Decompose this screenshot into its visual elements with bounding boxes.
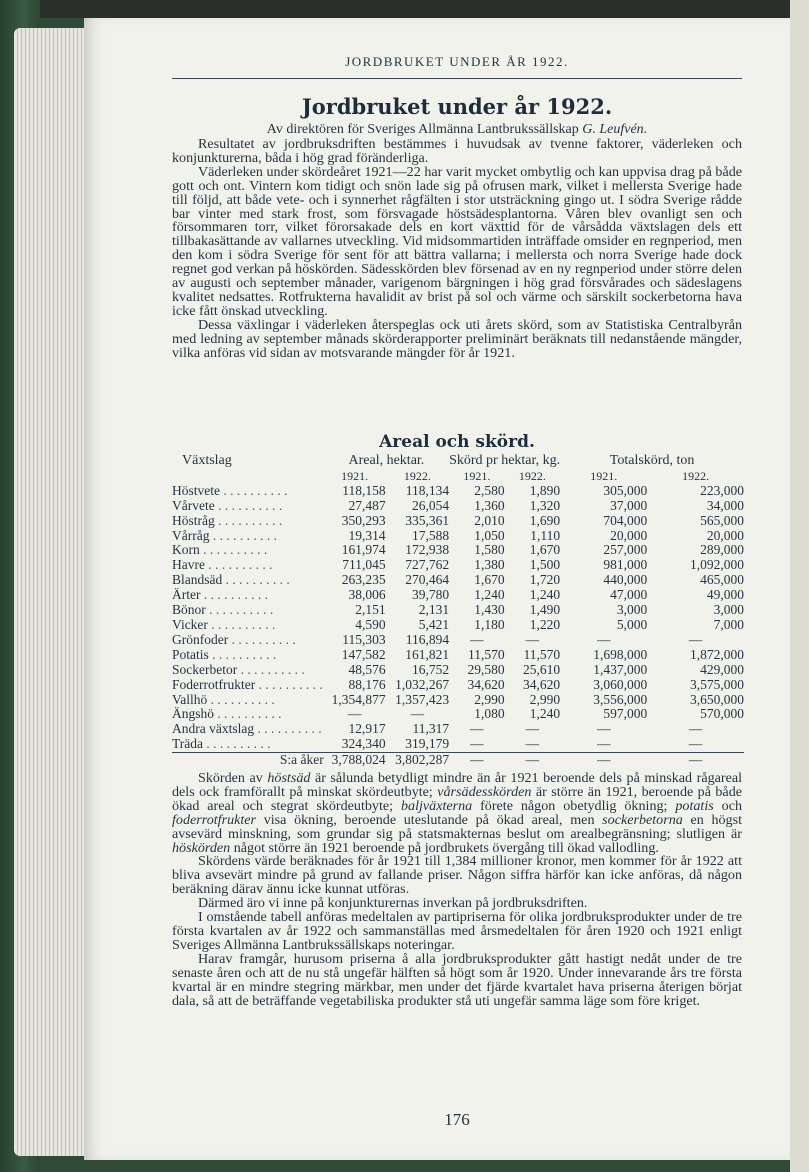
cell-value: — [525,736,540,752]
text-run: Dessa växlingar i väderleken återspeglas ock uti årets skörd, som av Statistiska Centralbyrån med ledning av september månads skörderapporter preliminärt beräknats till nedanstående mängder, vilka anföras vid sidan av motsvarande mängder för år 1921. [172,316,742,361]
table-row [172,693,744,708]
cell-value: 1,360 [474,497,505,513]
cell-value: — [596,721,611,737]
byline-author: G. Leufvén. [582,122,648,137]
text-run: Resultatet av jordbruksdriften bestämmes i huvudsak av tvenne faktorer, väderleken och konjunkturerna, båda i hög grad föränderliga. [172,136,742,166]
table-row [172,499,744,514]
cell-value: 1,354,877 [331,691,386,707]
cell-value: 289,000 [700,542,744,558]
cell-value: 1,890 [529,482,561,498]
cell-value: 2,131 [418,602,450,618]
cell-value: 350,293 [341,512,386,528]
crop-name [172,558,324,573]
cell-value: 1,320 [529,497,561,513]
year-header: 1921. [341,468,369,483]
running-head: JORDBRUKET UNDER ÅR 1922. [345,54,569,69]
scan-top-border [0,0,809,18]
cell-value: 11,317 [412,721,450,737]
crop-name [172,603,324,618]
crop-label: Vårvete [172,498,215,513]
crop-name [172,499,324,514]
leader-dots: . . . . . . . . . . [200,588,268,603]
cell-value: 11,570 [523,646,561,662]
scan-right-border [790,0,809,1172]
leader-dots: . . . . . . . . . . [255,677,323,692]
cell-value: 19,314 [348,527,386,543]
cell-value: 1,430 [474,602,505,618]
crop-label: Korn [172,543,200,558]
total-value: — [449,753,505,768]
cell-value: 319,179 [405,736,450,752]
crop-name [172,484,324,499]
leader-dots: . . . . . . . . . . [222,573,290,588]
table-row [172,722,744,737]
cell-value: 37,000 [610,497,648,513]
cell-value: 981,000 [603,557,648,573]
year-header: 1922. [518,468,546,483]
header-totalskord: Totalskörd, ton [609,453,695,468]
cell-value: — [410,706,425,722]
leader-dots: . . . . . . . . . . [214,513,283,528]
crop-name [172,514,324,529]
cell-value: 324,340 [341,736,386,752]
cell-value: 161,974 [341,542,386,558]
cell-value: 570,000 [700,706,744,722]
crop-label: Potatis [172,647,209,662]
cell-value: 4,590 [355,616,386,632]
cell-value: 118,158 [342,482,386,498]
header-skord-pr-hektar: Skörd pr hektar, kg. [449,453,561,468]
cell-value: 1,357,423 [395,691,450,707]
table-row [172,588,744,603]
crop-name [172,737,324,752]
cell-value: — [688,631,703,647]
table-row [172,707,744,722]
paragraph [172,138,742,166]
leader-dots: . . . . . . . . . . [199,543,268,558]
cell-value: 1,580 [474,542,505,558]
emphasis: höstsäd [267,770,311,786]
emphasis: höskörden [172,839,231,856]
crop-name [172,663,324,678]
emphasis: vårsädesskörden [437,783,532,800]
total-row [172,753,744,768]
table-row [172,484,744,499]
harvest-table [172,454,744,768]
leader-dots: . . . . . . . . . . [205,603,274,618]
crop-label: Vårråg [172,528,210,543]
cell-value: 727,762 [405,557,450,573]
table-row [172,618,744,633]
leader-dots: . . . . . . . . . . [254,722,322,737]
leader-dots: . . . . . . . . . . [208,647,277,662]
emphasis: baljväxterna [400,797,473,814]
crop-name [172,693,324,708]
crop-label: Bönor [172,603,206,618]
cell-value: 711,045 [342,557,386,573]
cell-value: — [688,736,703,752]
cell-value: 1,720 [529,572,561,588]
leader-dots: . . . . . . . . . . [214,707,282,722]
table-row [172,573,744,588]
crop-label: Foderrotfrukter [172,677,256,692]
leader-dots: . . . . . . . . . . [237,662,305,677]
paragraph [172,911,742,953]
cell-value: 7,000 [713,616,744,632]
cell-value: 2,990 [474,691,505,707]
book-page [84,18,790,1160]
cell-value: 5,000 [616,616,648,632]
cell-value: 34,620 [467,676,505,692]
table-row [172,737,744,752]
crop-label: Höstråg [172,513,215,528]
text-run: visa ökning, beroende uteslutande på ökad areal, men [256,811,603,828]
cell-value: 48,576 [348,661,386,677]
paragraph [172,855,742,897]
crop-name [172,618,324,633]
total-value: 3,788,024 [324,753,386,768]
cell-value: 88,176 [348,676,386,692]
leader-dots: . . . . . . . . . . [228,632,296,647]
cell-value: — [470,736,484,752]
crop-name [172,633,324,648]
cell-value: 172,938 [405,542,450,558]
crop-name [172,648,324,663]
cell-value: 25,610 [522,661,561,677]
text-run: något större än 1921 beroende på jordbrukets övergång till ökad vallodling. [230,839,659,856]
cell-value: 1,240 [529,587,561,603]
crop-label: Ängshö [172,707,215,722]
total-value: — [505,753,561,768]
cell-value: 3,650,000 [690,691,744,707]
cell-value: 20,000 [706,527,744,543]
cell-value: 1,110 [530,527,561,543]
page-number: 176 [444,1110,470,1129]
cell-value: 1,092,000 [690,557,744,573]
cell-value: — [525,721,540,737]
leader-dots: . . . . . . . . . . [204,558,273,573]
leader-dots: . . . . . . . . . . [214,498,283,513]
cell-value: 1,490 [529,602,561,618]
article-title: Jordbruket under år 1922. [301,94,613,119]
emphasis: potatis [675,797,714,814]
table-row [172,678,744,693]
cell-value: 11,570 [467,646,505,662]
cell-value: 2,580 [474,482,505,498]
table-row [172,603,744,618]
cell-value: 1,872,000 [690,646,744,662]
cell-value: 465,000 [700,572,744,588]
cell-value: 47,000 [610,587,648,603]
text-run: och [713,797,742,814]
leader-dots: . . . . . . . . . . [203,737,271,752]
cell-value: 12,917 [348,721,386,737]
cell-value: 17,588 [411,527,450,543]
crop-label: Höstvete [172,483,220,498]
cell-value: 1,080 [474,706,505,722]
crop-name [172,543,324,558]
cell-value: 29,580 [467,661,505,677]
text-run: en högst avsevärd minskning, som grundar sig på statsmakternas beslut om arealbegränsning; slutligen är [172,811,742,842]
cell-value: 1,690 [529,512,561,528]
leader-dots: . . . . . . . . . . [207,617,276,632]
table-row [172,663,744,678]
page-edges [14,28,94,1156]
cell-value: 27,487 [348,497,386,513]
leader-dots: . . . . . . . . . . [207,692,275,707]
crop-name [172,722,324,737]
cell-value: 161,821 [405,646,450,662]
crop-label: Vicker [172,617,208,632]
cell-value: — [596,736,611,752]
leader-dots: . . . . . . . . . . [209,528,277,543]
cell-value: 1,050 [474,527,505,543]
crop-name [172,588,324,603]
table-row [172,558,744,573]
cell-value: 335,361 [405,512,450,528]
crop-name [172,573,324,588]
cell-value: 115,303 [342,631,386,647]
text-run: Väderleken under skördeåret 1921—22 har varit mycket ombytlig och kan uppvisa drag på både gott och ont. Vintern kom tidigt och snön lade sig på ofrusen mark, vilket i mellersta Sverige hade till följd, att både vete- och i synnerhet rågfälten i stor utsträckning gingo ut. I södra Sverige rådde bar vinter med stark frost, som försvagade höstsädesplantorna. Våren blev ovanligt sen och försommaren torr, vilket förorsakade dels en kort växttid för de vårsådda växtslagen dels ett tillbakasättande av vallarnes utveckling. Vid midsommartiden inträffade omsider en regnperiod, men den kom i södra Sverige för sent för att bättra vallarna; i mellersta och norra Sverige hade dock regnet god verkan på höskörden. Sädesskörden blev försenad av en ny regnperiod under större delen av augusti och september månader, varigenom bärgningen i hög grad försvårades och sädeslagens kvalitet nedsattes. Rotfrukterna havalidit av brist på sol och värme och särskilt sockerbetorna hava icke fått önskad utveckling. [172,163,742,319]
total-value: — [560,753,647,768]
table-row [172,633,744,648]
text-run: är sålunda betydligt mindre än år 1921 beroende dels på minskad rågareal dels ock framförallt på minskat skördeutbyte; [172,770,743,800]
crop-label: Ärter [172,588,201,603]
paragraph [172,772,742,855]
year-header: 1921. [590,468,618,483]
header-vaxtslag: Växtslag [182,453,232,468]
cell-value: 1,240 [474,587,505,603]
cell-value: 2,990 [529,691,561,707]
text-run: Därmed äro vi inne på konjunkturernas inverkan på jordbruksdriften. [198,895,588,912]
cell-value: — [688,721,703,737]
text-run: förete någon obetydlig ökning; [472,797,676,814]
cell-value: 3,000 [616,602,648,618]
cell-value: 1,698,000 [593,646,648,662]
header-rule [172,78,742,79]
cell-value: 270,464 [405,572,450,588]
crop-name [172,678,324,693]
cell-value: 1,180 [474,616,505,632]
text-run: är större än 1921, beroende på både ökad areal och stegrat skördeutbyte; [172,783,742,814]
cell-value: 1,670 [529,542,561,558]
intro-text [172,138,742,361]
crop-name [172,707,324,722]
crop-label: Träda [172,737,204,752]
cell-value: 597,000 [603,706,648,722]
table-title: Areal och skörd. [379,432,535,452]
cell-value: 565,000 [700,512,744,528]
crop-label: Havre [172,558,205,573]
paragraph [172,950,742,1009]
cell-value: 263,235 [341,572,386,588]
cell-value: 1,220 [529,616,561,632]
crop-label: Blandsäd [172,573,223,588]
cell-value: — [525,631,540,647]
crop-label: Grönfoder [172,632,229,647]
cell-value: 440,000 [603,572,648,588]
cell-value: 429,000 [700,661,744,677]
cell-value: 1,032,267 [395,676,450,692]
discussion-text [172,772,742,1008]
text-run: Skördens värde beräknades för år 1921 till 1,384 millioner kronor, men kommer för år 1922 att bliva avsevärt mindre på grund av fallande priser. Någon siffra härför kan icke anföras, då någon beräkning därav ännu icke kunnat utföras. [172,853,742,898]
emphasis: foderrotfrukter [172,811,257,828]
cell-value: 1,500 [529,557,561,573]
text-run: I omstående tabell anföras medeltalen av partipriserna för olika jordbruksprodukter under de tre första kvartalen av år 1922 och sammanställas med årsmedeltalen för åren 1920 och 1921 enligt Sveriges Allmänna Lantbrukssällskaps noteringar. [172,909,742,953]
total-label: S:a åker [172,753,324,768]
total-value: 3,802,287 [386,753,449,768]
cell-value: 704,000 [603,512,648,528]
cell-value: 147,582 [341,646,386,662]
cell-value: 49,000 [706,587,744,603]
total-value: — [647,753,744,768]
cell-value: 223,000 [700,482,744,498]
paragraph [172,316,742,361]
leader-dots: . . . . . . . . . . [220,483,288,498]
crop-label: Vallhö [172,692,208,707]
cell-value: — [347,706,362,722]
cell-value: 26,054 [411,497,450,513]
cell-value: 20,000 [610,527,648,543]
byline-text: Av direktören för Sveriges Allmänna Lantbrukssällskap [266,122,583,137]
text-run: Skörden av [198,770,268,786]
cell-value: 2,151 [355,602,386,618]
cell-value: 257,000 [603,542,648,558]
cell-value: — [470,631,484,647]
table-row [172,648,744,663]
cell-value: — [596,631,611,647]
cell-value: 5,421 [418,616,450,632]
header-areal: Areal, hektar. [348,453,425,468]
cell-value: 2,010 [474,512,505,528]
cell-value: — [470,721,484,737]
year-header: 1922. [682,468,710,483]
crop-label: Sockerbetor [172,662,238,677]
cell-value: 34,620 [522,676,561,692]
cell-value: 116,894 [405,631,450,647]
cell-value: 39,780 [411,587,450,603]
year-header: 1922. [403,468,431,483]
cell-value: 38,006 [348,587,386,603]
cell-value: 3,556,000 [593,691,648,707]
crop-name [172,529,324,544]
cell-value: 3,575,000 [690,676,744,692]
cell-value: 16,752 [411,661,450,677]
text-run: Harav framgår, hurusom priserna å alla jordbruksprodukter gått hastigt nedåt under de tre senaste åren och att de nu stå ungefär hälften så högt som år 1920. Under innevarande års tre första kvartal är en mindre stegring märkbar, men under det fjärde kvartalet hava priserna återigen börjat dala, så att de beträffande vegetabiliska produkter stå uti ungefär samma läge som före kriget. [172,950,742,1009]
cell-value: 3,060,000 [593,676,648,692]
cell-value: 3,000 [713,602,744,618]
cell-value: 34,000 [706,497,744,513]
table-row [172,543,744,558]
emphasis: sockerbetorna [602,811,683,828]
paragraph [172,163,742,319]
crop-label: Andra växtslag [172,722,255,737]
cell-value: 1,240 [529,706,561,722]
table-row [172,514,744,529]
cell-value: 1,670 [474,572,505,588]
year-header: 1921. [463,468,491,483]
cell-value: 118,134 [405,482,450,498]
table-row [172,529,744,544]
cell-value: 305,000 [603,482,648,498]
cell-value: 1,380 [474,557,505,573]
cell-value: 1,437,000 [593,661,648,677]
